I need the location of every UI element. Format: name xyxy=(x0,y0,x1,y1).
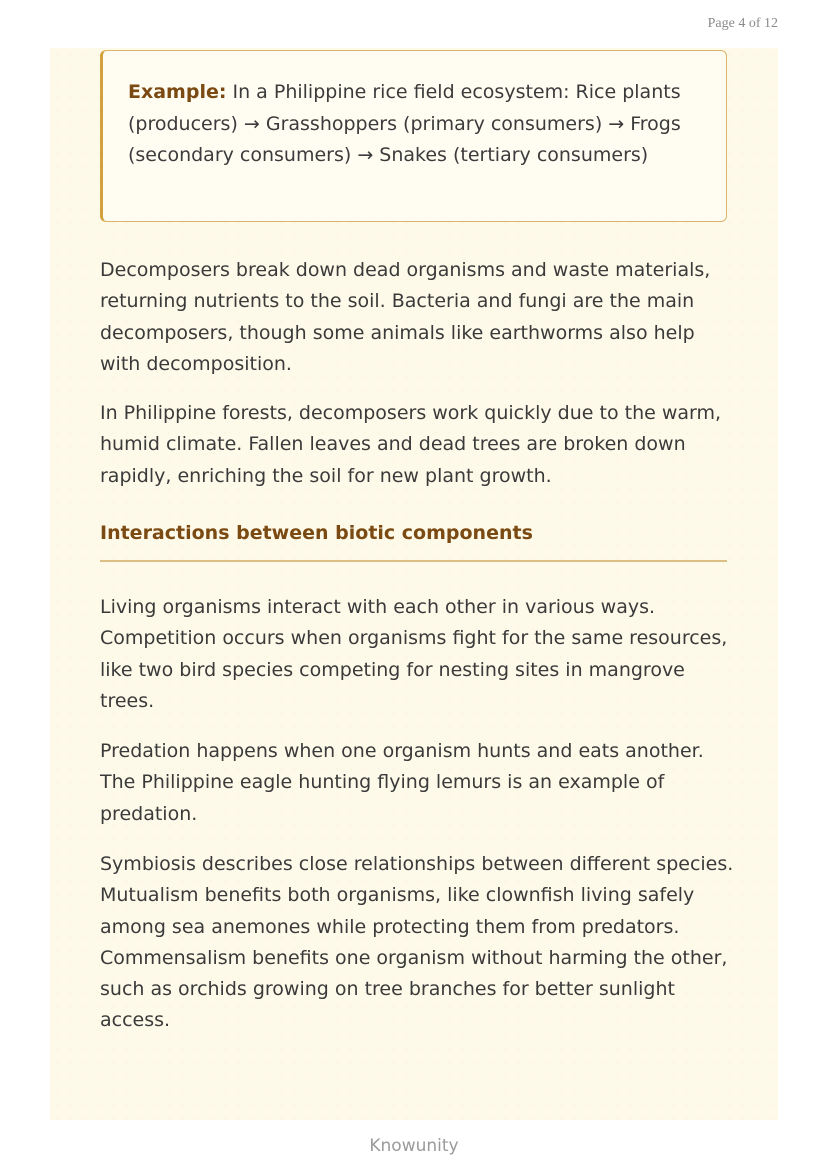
document-page xyxy=(50,48,778,1120)
paragraph-decomposers: Decomposers break down dead organisms and waste materials, returning nutrients to the soil. Bacteria and fungi are the main decomposers, though some animals like earthworms also help with decomposition. xyxy=(100,259,711,375)
example-callout xyxy=(100,50,727,222)
example-label: Example: xyxy=(128,81,227,103)
section-heading: Interactions between biotic components xyxy=(100,522,533,544)
paragraph-predation: Predation happens when one organism hunts and eats another. The Philippine eagle hunting flying lemurs is an example of predation. xyxy=(100,740,704,825)
example-text: In a Philippine rice field ecosystem: Rice plants (producers) → Grasshoppers (primary consumers) → Frogs (secondary consumers) → Snakes (tertiary consumers) xyxy=(128,81,681,166)
paragraph-competition: Living organisms interact with each other in various ways. Competition occurs when organisms fight for the same resources, like two bird species competing for nesting sites in mangrove trees. xyxy=(100,596,728,712)
paragraph-philippine-forests: In Philippine forests, decomposers work quickly due to the warm, humid climate. Fallen leaves and dead trees are broken down rapidly, enriching the soil for new plant growth. xyxy=(100,402,722,487)
section-divider xyxy=(100,560,727,562)
footer-brand: Knowunity xyxy=(369,1136,459,1156)
paragraph-symbiosis: Symbiosis describes close relationships between different species. Mutualism benefits both organisms, like clownfish living safely among sea anemones while protecting them from predators. Commensalism benefits one organism without harming the other, such as orchids growing on tree branches for better sunlight access. xyxy=(100,853,734,1032)
page-indicator: Page 4 of 12 xyxy=(707,16,778,31)
